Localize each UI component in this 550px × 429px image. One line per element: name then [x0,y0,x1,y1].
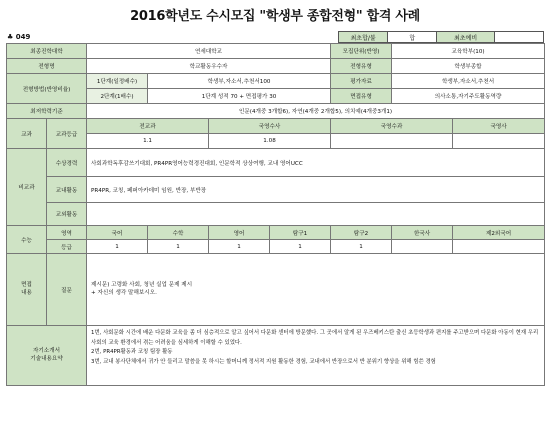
track-value: 학교활동우수자 [87,59,331,74]
subject-korean-history: 한국사 [392,226,453,240]
page-title: 2016학년도 수시모집 "학생부 종합전형" 합격 사례 [130,9,420,24]
grade-val-all: 1.1 [87,134,209,149]
final-result-value: 합 [388,32,437,43]
subject-inquiry1: 탐구1 [270,226,331,240]
suneung-section-label: 수능 [7,226,47,254]
unit-label: 모집단위(반영) [331,44,392,59]
track-label: 전형명 [7,59,87,74]
grade-val-kes: 1.08 [209,134,331,149]
unit-value: 교육학부(10) [392,44,545,59]
inside-activity-value: PR4PR, 코칭, 페퍼아카데미 임원, 반장, 부반장 [87,177,545,203]
final-result-label: 최초합/불 [339,32,388,43]
question-value [87,254,545,326]
subject-second-language: 제2외국어 [453,226,545,240]
inside-activity-label: 교내활동 [47,177,87,203]
univ-value: 연세대학교 [87,44,331,59]
question-line-2: + 자신의 생각 말해보시오. [91,289,157,296]
grade-col-kesu: 국영수과 [331,119,453,134]
eval-value: 학생부,자소서,추천서 [392,74,545,89]
grade-col-all: 전교과 [87,119,209,134]
track-type-label: 전형유형 [331,59,392,74]
essay-line-2: 2번, PR4PR활동과 코칭 팀장 활동 [91,349,173,355]
essay-section-text: 자기소개서 기술내용요약 [30,348,63,362]
grade-inquiry1: 1 [270,240,331,254]
reserve-label: 최초예비 [437,32,494,43]
interview-section-label [7,254,47,326]
interview-section-text: 면접 내용 [21,282,32,296]
stage2-label: 2단계(1배수) [87,89,148,104]
min-standard-value: 인문(4개중 3개합6), 자연(4개중 2개합5), 의치예(4개중3개1) [87,104,545,119]
grade-col-kes: 국영수사 [209,119,331,134]
interview-type-label: 면접유형 [331,89,392,104]
grade-inquiry2: 1 [331,240,392,254]
area-label: 영역 [47,226,87,240]
stage2-value: 1단계 성적 70 + 면접평가 30 [148,89,331,104]
grade-english: 1 [209,240,270,254]
essay-section-label [7,326,87,386]
grade-val-ke [453,134,545,149]
document-number: ♣ 049 [7,33,31,41]
essay-summary [87,326,545,386]
stage1-value: 학생부,자소서,추천서100 [148,74,331,89]
reserve-value [494,32,543,43]
min-standard-label: 최저학력기준 [7,104,87,119]
eval-label: 평가자료 [331,74,392,89]
award-value: 사회과학독후감쓰기대회, PR4PR영어능력경진대회, 인문학적 상상여행, 교내 영어UCC [87,149,545,177]
question-line-1: 제시문) 고령화 사회, 청년 실업 문제 제시 [91,282,193,288]
admission-table [6,43,545,386]
interview-type-value: 의사소통,자기주도활동역량 [392,89,545,104]
track-type-value: 학생부종합 [392,59,545,74]
suneung-grade-label: 등급 [47,240,87,254]
subject-math: 수학 [148,226,209,240]
grade-second-language [453,240,545,254]
subject-english: 영어 [209,226,270,240]
question-label: 질문 [47,254,87,326]
grade-korean-history [392,240,453,254]
stage1-label: 1단계(일정배수) [87,74,148,89]
result-table [338,31,544,43]
grade-korean: 1 [87,240,148,254]
grade-val-kesu [331,134,453,149]
grade-col-ke: 국영사 [453,119,545,134]
grades-section-label: 교과 [7,119,47,149]
univ-label: 최종진학대학 [7,44,87,59]
grade-label: 교과등급 [47,119,87,149]
essay-line-1: 1번, 사회문화 시간에 배운 다문화 교육을 좀 더 심층적으로 알고 싶어서 다문화 센터에 방문했다. 그 곳에서 알게 된 우즈베키스탄 출신 초등학생과 편지를 주고받으며 다문화 아동이 현재 우리 사회의 교육 환경에서 겪는 어려움을 심세하게 이해할 수 있었다. [91,330,539,346]
grade-math: 1 [148,240,209,254]
nongrade-section-label: 비교과 [7,149,47,226]
subject-korean: 국어 [87,226,148,240]
subject-inquiry2: 탐구2 [331,226,392,240]
essay-line-3: 3번, 교내 봉사단체에서 귀가 안 들리고 말씀을 못 하시는 할머니께 정서적 지원 활동한 경험, 교내에서 반장으로서 반 분위기 향상을 위해 힘쓴 경험 [91,358,436,365]
outside-activity-label: 교외활동 [47,203,87,226]
award-label: 수상경력 [47,149,87,177]
method-label: 전형방법(반영비율) [7,74,87,104]
outside-activity-value [87,203,545,226]
